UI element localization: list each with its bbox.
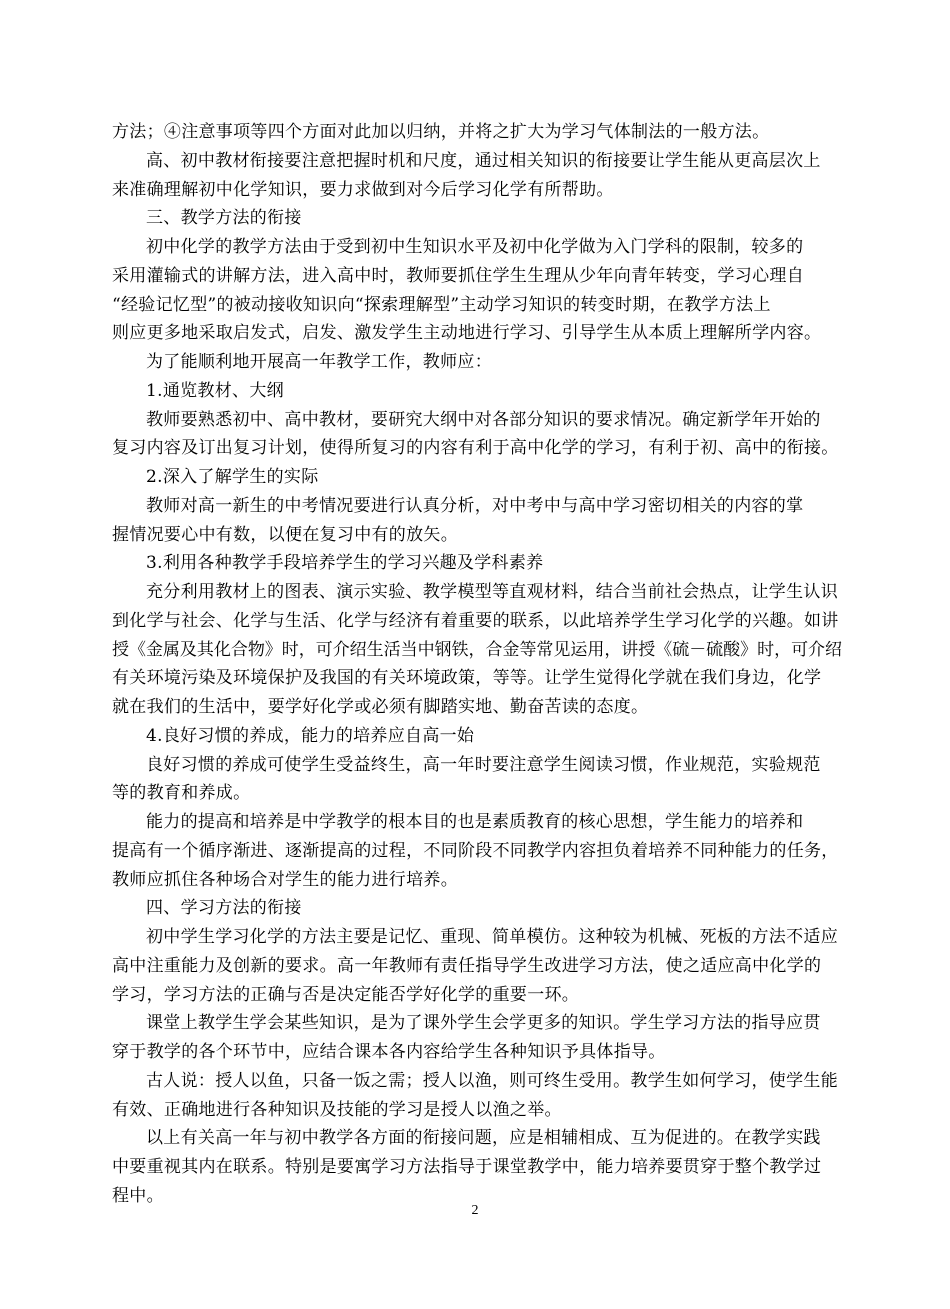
text-line: 学习，学习方法的正确与否是决定能否学好化学的重要一环。 (112, 984, 580, 1005)
text-line: 有效、正确地进行各种知识及技能的学习是授人以渔之举。 (112, 1099, 562, 1120)
page-number: 2 (471, 1203, 479, 1218)
text-line: 能力的提高和培养是中学教学的根本目的也是素质教育的核心思想，学生能力的培养和 (146, 812, 804, 832)
text-line: 课堂上教学生学会某些知识，是为了课外学生会学更多的知识。学生学习方法的指导应贯 (146, 1013, 821, 1034)
text-line: 提高有一个循序渐进、逐渐提高的过程，不同阶段不同教学内容担负着培养不同种能力的任务， (112, 840, 839, 861)
subsection-heading: 1.通览教材、大纲 (146, 380, 284, 401)
subsection-heading: 3.利用各种教学手段培养学生的学习兴趣及学科素养 (146, 553, 544, 574)
section-heading: 三、教学方法的衔接 (146, 208, 302, 229)
text-line: 中要重视其内在联系。特别是要寓学习方法指导于课堂教学中，能力培养要贯穿于整个教学过 (112, 1157, 822, 1177)
text-line: 初中化学的教学方法由于受到初中生知识水平及初中化学做为入门学科的限制，较多的 (146, 237, 804, 257)
text-line: 授《金属及其化合物》时，可介绍生活当中钢铁，合金等常见运用，讲授《硫－硫酸》时，可介绍 (112, 639, 842, 660)
text-line: 复习内容及订出复习计划，使得所复习的内容有利于高中化学的学习，有利于初、高中的衔接。 (112, 438, 839, 459)
text-line: 教师对高一新生的中考情况要进行认真分析，对中考中与高中学习密切相关的内容的掌 (146, 495, 804, 516)
text-line: 充分利用教材上的图表、演示实验、教学模型等直观材料，结合当前社会热点，让学生认识 (146, 582, 838, 602)
text-line: 古人说：授人以鱼，只备一饭之需；授人以渔，则可终生受用。教学生如何学习，使学生能 (146, 1070, 838, 1091)
subsection-heading: 2.深入了解学生的实际 (146, 467, 319, 487)
text-line: 握情况要心中有数，以便在复习中有的放矢。 (112, 524, 458, 545)
text-line: 就在我们的生活中，要学好化学或必须有脚踏实地、勤奋苦读的态度。 (112, 697, 649, 717)
text-line: 方法；④注意事项等四个方面对此加以归纳，并将之扩大为学习气体制法的一般方法。 (112, 122, 770, 142)
text-line: 高、初中教材衔接要注意把握时机和尺度，通过相关知识的衔接要让学生能从更高层次上 (146, 150, 821, 171)
text-line: 初中学生学习化学的方法主要是记忆、重现、简单模仿。这种较为机械、死板的方法不适应 (146, 927, 838, 947)
text-line: 为了能顺利地开展高一年教学工作，教师应： (146, 352, 492, 372)
text-line: 程中。 (112, 1185, 164, 1206)
text-line: 来准确理解初中化学知识，要力求做到对今后学习化学有所帮助。 (112, 179, 614, 200)
text-line: 教师应抓住各种场合对学生的能力进行培养。 (112, 869, 458, 890)
text-line: 教师要熟悉初中、高中教材，要研究大纲中对各部分知识的要求情况。确定新学年开始的 (146, 409, 821, 430)
text-line: 有关环境污染及环境保护及我国的有关环境政策，等等。让学生觉得化学就在我们身边，化学 (112, 668, 822, 689)
document-body (112, 118, 842, 1211)
text-line: 到化学与社会、化学与生活、化学与经济有着重要的联系，以此培养学生学习化学的兴趣。如讲 (112, 610, 839, 631)
text-line: 高中注重能力及创新的要求。高一年教师有责任指导学生改进学习方法，使之适应高中化学的 (112, 955, 822, 976)
text-line: 以上有关高一年与初中教学各方面的衔接问题，应是相辅相成、互为促进的。在教学实践 (146, 1128, 821, 1149)
subsection-heading: 4.良好习惯的养成，能力的培养应自高一始 (146, 725, 475, 746)
text-line: 等的教育和养成。 (112, 783, 251, 804)
text-line: 良好习惯的养成可使学生受益终生，高一年时要注意学生阅读习惯，作业规范，实验规范 (146, 754, 821, 775)
text-line: 采用灌输式的讲解方法，进入高中时，教师要抓住学生生理从少年向青年转变，学习心理自 (112, 265, 804, 286)
text-line: 则应更多地采取启发式，启发、激发学生主动地进行学习、引导学生从本质上理解所学内容。 (112, 323, 822, 344)
text-line: 穿于教学的各个环节中，应结合课本各内容给学生各种知识予具体指导。 (112, 1042, 666, 1062)
section-heading: 四、学习方法的衔接 (146, 898, 302, 919)
text-line: “经验记忆型”的被动接收知识向“探索理解型”主动学习知识的转变时期，在教学方法上 (112, 294, 771, 315)
